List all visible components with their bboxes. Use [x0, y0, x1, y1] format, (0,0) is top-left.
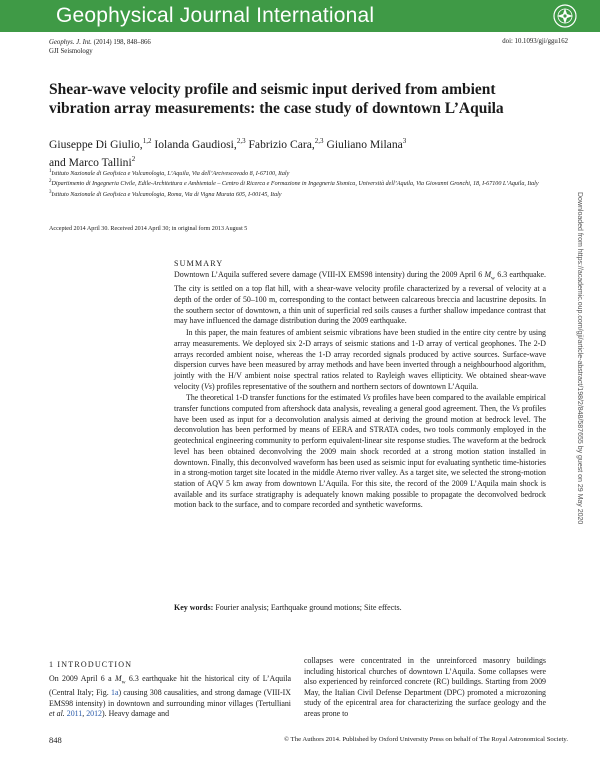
- author-affil-ref[interactable]: 2: [131, 154, 136, 163]
- author-affil-ref[interactable]: 2,3: [236, 137, 246, 145]
- citation-details: (2014) 198, 848–866: [93, 39, 151, 46]
- download-watermark: Downloaded from https://academic.oup.com/gji/article-abstract/198/2/848/587655 by guest on 29 May 2020: [576, 192, 583, 525]
- author-name: Iolanda Gaudiosi,: [154, 137, 237, 151]
- article-history: Accepted 2014 April 30. Received 2014 April 30; in original form 2013 August 5: [49, 226, 248, 232]
- author-list: [49, 134, 549, 170]
- keywords-label: Key words:: [174, 603, 214, 612]
- journal-banner: [0, 0, 600, 32]
- introduction-left-column: On 2009 April 6 a $M_w$ 6.3 earthquake hit the historical city of L’Aquila (Central Italy; Fig. 1a) causing 308 causalities, and strong damage (VIII-IX EMS98 intensity) in downtown and surrounding minor villages (Tertulliani et al. 2011, 2012). Heavy damage and: [49, 674, 291, 719]
- author-name: Giuliano Milana: [326, 137, 403, 151]
- summary-paragraph: The theoretical 1-D transfer functions for the estimated Vs profiles have been compared to the available empirical transfer functions computed from aftershock data analysis, revealing a general good agreement. Then, the Vs profiles have been used as input for a deconvolution analysis aimed at deriving the ground motion at bedrock level. The deconvolution has been performed by means of EERA and STRATA codes, two tools commonly employed in the geotechnical engineering community to perform equivalent-linear site response studies. The waveform at the bedrock level has been obtained deconvolving the 2009 main shock recorded at a strong motion station installed in downtown. Finally, this deconvolved waveform has been used as seismic input for evaluating synthetic time-histories in a strong-motion target site located in the middle Aterno river valley. As a target site, we selected the strong-motion station of AQV 5 km away from downtown L’Aquila. For this site, the record of the 2009 L’Aquila main shock is available and its surface stratigraphy is adequately known making possible to propagate the deconvolved bedrock motion back to the surface, and to compare recorded and synthetic waveforms.: [174, 393, 546, 510]
- author-name: and Marco Tallini: [49, 155, 132, 169]
- keywords-text: Fourier analysis; Earthquake ground motions; Site effects.: [213, 603, 402, 612]
- affiliations: [49, 168, 549, 199]
- affiliation-item: $^3$Istituto Nazionale di Geofisica e Vulcanologia, Roma, Via di Vigna Murata 605, I-00145, Italy: [49, 189, 282, 198]
- author-name: Giuseppe Di Giulio,: [49, 137, 143, 151]
- summary-paragraph: Downtown L’Aquila suffered severe damage (VIII-IX EMS98 intensity) during the 2009 April 6 $M_w$ 6.3 earthquake. The city is settled on a top flat hill, with a shear-wave velocity profile characterized by a reversal of velocity at a depth of the order of 50–100 m, corresponding to the contact between calcareous breccia and lacustrine deposits. In the southern sector of downtown, a thin unit of superficial red soils causes a further shallow impedance contrast that may have influenced the damage distribution during the 2009 earthquake.: [174, 270, 546, 326]
- summary-heading: SUMMARY: [174, 259, 224, 268]
- citation-block: [49, 38, 151, 56]
- affiliation-item: $^2$Dipartimento di Ingegneria Civile, Edile-Architettura e Ambientale – Centro di Ricerca e Formazione in Ingegneria Sismica, Università dell’Aquila, Via Giovanni Gronchi, 18, I-67100 L’Aquila, Italy: [49, 179, 539, 188]
- copyright-notice: © The Authors 2014. Published by Oxford University Press on behalf of The Royal Astronomical Society.: [284, 736, 568, 743]
- figure-ref-link[interactable]: 1a: [111, 688, 119, 698]
- citation-link[interactable]: 2012: [86, 709, 102, 719]
- introduction-right-column: collapses were concentrated in the unreinforced masonry buildings including historical churches of downtown L’Aquila. Some collapses were also experienced by reinforced concrete (RC) buildings. Starting from 2009 May, the Italian Civil Defense Department (DPC) promoted a microzoning study of the epicentral area for characterizing the surface geology and the areas prone to: [304, 656, 546, 718]
- author-affil-ref[interactable]: 3: [402, 137, 407, 145]
- summary-paragraph: In this paper, the main features of ambient seismic vibrations have been studied in the entire city centre by using array measurements. We deployed six 2-D arrays of seismic stations and 1-D array of vertical geophones. The 2-D arrays recorded ambient noise, whereas the 1-D array recorded signals produced by active sources. Surface-wave dispersion curves have been measured by array methods and have been inverted through a neighbourhood algorithm, jointly with the H/V ambient noise spectral ratios related to Rayleigh waves ellipticity. We obtained shear-wave velocity (Vs) profiles representative of the southern and northern sectors of downtown L’Aquila.: [174, 328, 546, 391]
- affiliation-item: $^1$Istituto Nazionale di Geofisica e Vulcanologia, L’Aquila, Via dell’Arcivescovado 8, I-67100, Italy: [49, 169, 290, 178]
- journal-abbrev: Geophys. J. Int.: [49, 39, 92, 46]
- introduction-heading: 1 INTRODUCTION: [49, 660, 133, 669]
- summary-body: [174, 270, 546, 511]
- citation-link[interactable]: 2011: [66, 709, 83, 719]
- author-name: Fabrizio Cara,: [248, 137, 315, 151]
- author-affil-ref[interactable]: 1,2: [142, 137, 152, 145]
- keywords: [174, 603, 546, 612]
- doi-link[interactable]: doi: 10.1093/gji/ggu162: [502, 38, 568, 45]
- section-label: GJI Seismology: [49, 48, 93, 55]
- author-affil-ref[interactable]: 2,3: [314, 137, 324, 145]
- ras-crest-icon: [552, 3, 578, 29]
- article-title: Shear-wave velocity profile and seismic input derived from ambient vibration array measurements: the case study of downtown L’Aquila: [49, 81, 504, 117]
- journal-name: Geophysical Journal International: [56, 4, 375, 27]
- page-number: 848: [49, 735, 62, 745]
